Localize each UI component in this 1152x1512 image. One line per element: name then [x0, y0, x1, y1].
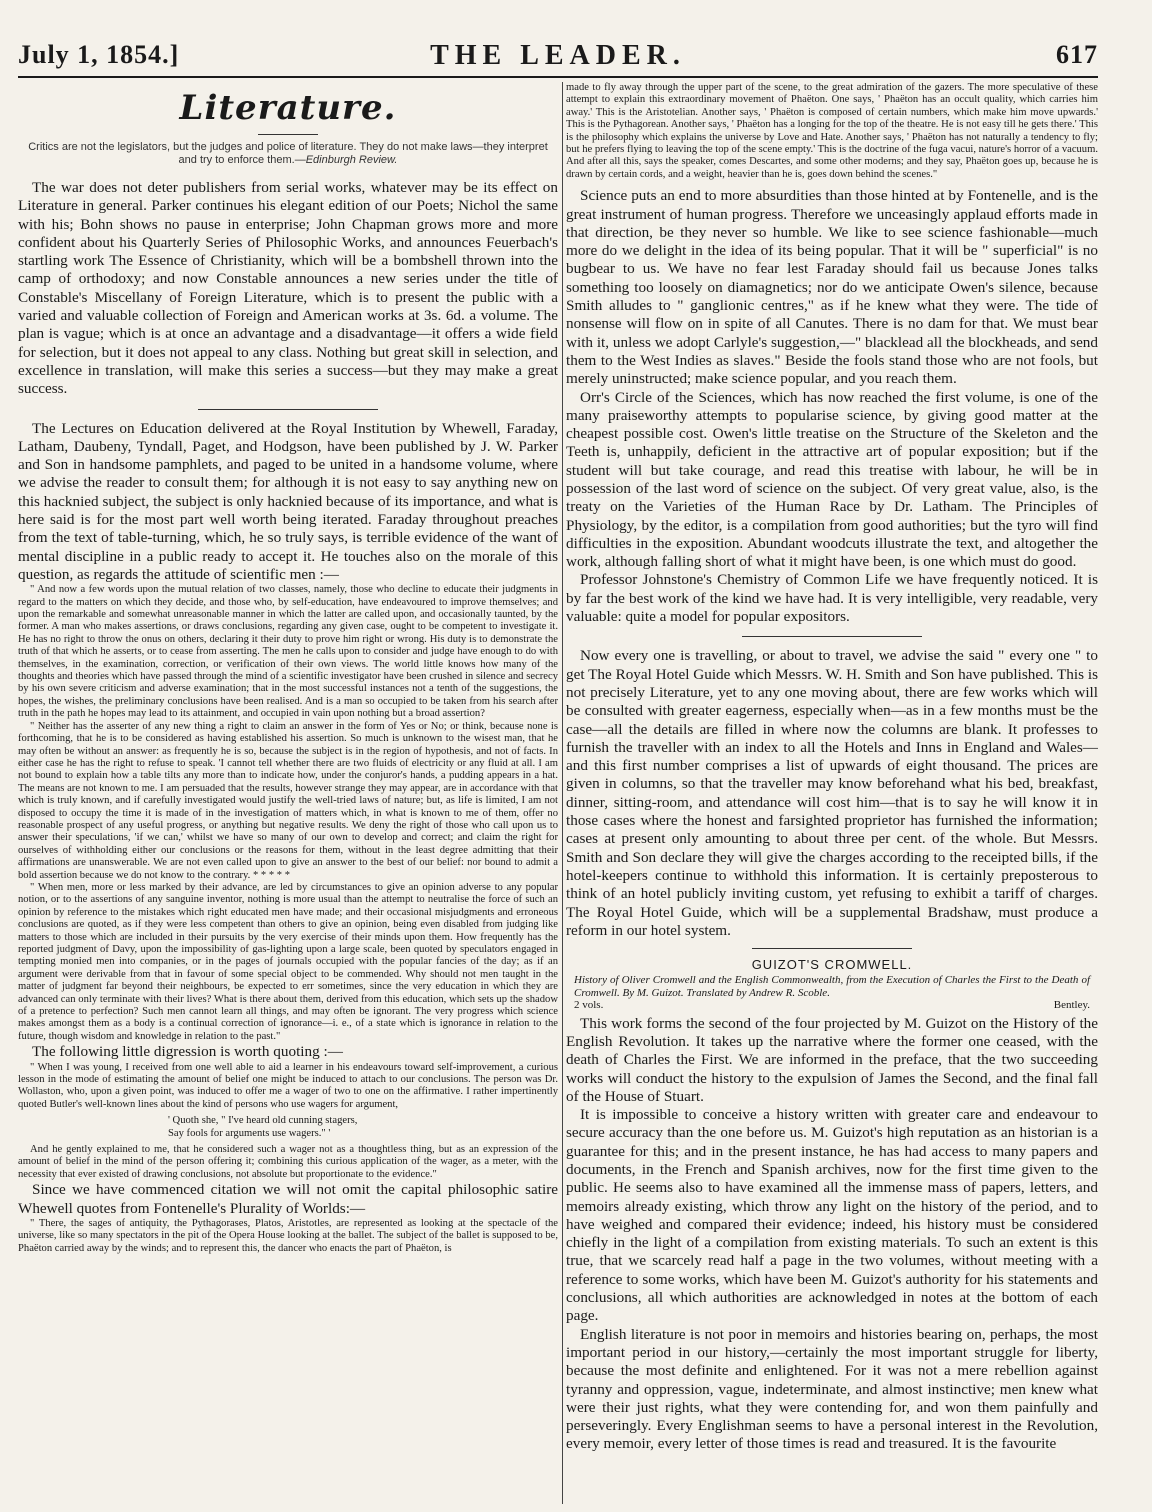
paragraph-science-absurdities: Science puts an end to more absurdities than those hinted at by Fontenelle, and is the great instrument of human progress. Therefore we unceasingly applaud efforts made in that direction, be they never so humble. We like to see science fashionable—much more do we delight in the idea of its being popular. That it will be " superficial" is no bugbear to us. We have no fear lest Faraday should fail us because Jones talks something too loosely on diamagnetics; nor do we anticipate Owen's silence, because Smith alludes to " ganglionic centres," as if he knew what they were. The tide of nonsense will flow on in spite of all Canutes. There is no dam for that. We must bear with it, unless we adopt Carlyle's suggestion,—" blacklead all the blockheads, and send them to the West Indies as slaves." Beside the fools stand those who are not fools, but merely uninstructed; make science popular, and you reach them.: [566, 187, 1098, 388]
paragraph-guizot-accuracy: It is impossible to conceive a history written with greater care and endeavour to secure accuracy than the one before us. M. Guizot's high reputation as an historian is a guarantee for this; and in the present instance, he has had access to many papers and documents, in the French and Spanish archives, now for the first time given to the public. He seems also to have examined all the immense mass of papers, letters, and memoirs already existing, which throw any light on the history of the period, and to have weighed and compared their evidence; indeed, his history must be considered chiefly in the light of a compilation from existing materials. To such an extent is this true, that we scarcely read half a page in the two volumes, without meeting with a reference to some works, which have been M. Guizot's authority for his statements and conclusions, all which authorities are acknowledged in notes at the bottom of each page.: [566, 1106, 1098, 1325]
quote-faraday-2: " Neither has the asserter of any new thing a right to claim an answer in the form of Yes or No; or think, because none is forthcoming, that he is to be considered as having established his assertion. So much is unknown to the wisest man, that he may often be without an answer: as frequently he is so, because the subject is in the region of hypothesis, and not of facts. In either case he has the right to refuse to speak. 'I cannot tell whether there are two fluids of electricity or any fluid at all. I am not bound to explain how a table tilts any more than to indicate how, under the conjuror's hands, a pudding appears in a hat. The means are not known to me. I am persuaded that the results, however strange they may appear, are in accordance with that which is truly known, and if carefully investigated would justify the well-tried laws of nature; but, as life is limited, I am not disposed to occupy the time it is made of in the investigation of matters which, in what is known to me of them, offer no reasonable prospect of any useful progress, or anything but negative results. We deny the right of those who call upon us to answer their speculations, 'if we can,' whilst we have so many of our own to develop and correct; and claim the right for ourselves of withholding either our conclusions or the reasons for them, without in the least degree admitting that their affirmations are unanswerable. We are not even called upon to give an answer to the best of our belief: nor bound to admit a bold assertion because we do not know to the contrary. * * * * *: [18, 720, 558, 881]
paragraph-orrs-circle: Orr's Circle of the Sciences, which has now reached the first volume, is one of the many praiseworthy attempts to popularise science, by giving good matter at the cheapest possible cost. Owen's little treatise on the Structure of the Skeleton and the Teeth is, unhappily, deficient in the attractive art of popular exposition; but if the student will but take courage, and read this treatise with labour, he will be in possession of the last word of science on the subject. Of very great value, also, is the treaty on the Varieties of the Human Race by Dr. Latham. The Principles of Physiology, by the editor, is a compilation from good authorities; but the tyro will find difficulties in the exposition. Abundant woodcuts illustrate the text, and altogether the work, although falling short of what it might have been, is one which must do good.: [566, 388, 1098, 571]
section-heading: Literature.: [179, 88, 397, 128]
heading-rule: [258, 134, 318, 135]
left-column: [18, 82, 558, 1504]
epigraph-text: Critics are not the legislators, but the judges and police of literature. They do not make laws—they interpret and try to enforce them.—: [28, 141, 548, 166]
issue-date: July 1, 1854.]: [18, 40, 180, 69]
separator-rule: [198, 409, 378, 410]
review-bibliography: [574, 974, 1090, 1012]
epigraph-source: Edinburgh Review.: [305, 154, 398, 166]
paragraph-hotel-guide: Now every one is travelling, or about to travel, we advise the said " every one " to get The Royal Hotel Guide which Messrs. W. H. Smith and Son have published. This is not precisely Literature, yet to any one moving about, there are few works which will be consulted with greater eagerness, especially when—as in a few months must be the case—all the details are filled in where now the columns are blank. It professes to furnish the traveller with an index to all the Hotels and Inns in England and Wales—and this first number comprises a list of upwards of eight thousand. The prices are given in columns, so that the traveller may know beforehand what his bed, breakfast, dinner, sitting-room, and attendance will cost him—that is to say he will know it in those cases where the honest and farsighted proprietor has furnished the information; cases at present only amounting to about three per cent. of the whole. But Messrs. Smith and Son declare they will give the charges according to the receipted bills, if the hotel-keepers continue to withhold this information. It is certainly preposterous to think of an hotel publicly inviting custom, yet refusing to exhibit a tariff of charges. The Royal Hotel Guide, which will be a supplemental Bradshaw, must produce a reform in our hotel system.: [566, 647, 1098, 939]
newspaper-title: THE LEADER.: [430, 40, 686, 71]
paragraph-war-publishers: The war does not deter publishers from serial works, whatever may be its effect on Literature in general. Parker continues his elegant edition of our Poets; Nichol the same with his; Bohn shows no pause in enterprise; John Chapman grows more and more confident about his Quarterly Series of Philosophic Works, and announces Feuerbach's startling work The Essence of Christianity, which will be a bombshell thrown into the camp of orthodoxy; and now Constable announces a new series under the title of Constable's Miscellany of Foreign Literature, which is to present the public with a varied and valuable collection of Foreign and American works at 3s. 6d. a volume. The plan is vague; which is at once an advantage and a disadvantage—it offers a wide field for selection, but it does not appeal to any class. Nothing but great skill in selection, and excellence in translation, will make this series a success—but they may make a great success.: [18, 179, 558, 398]
review-heading: GUIZOT'S CROMWELL.: [751, 957, 913, 973]
review-volumes-line: [574, 999, 1090, 1012]
masthead: [18, 40, 1098, 78]
review-volumes: 2 vols.: [574, 999, 604, 1012]
paragraph-fontenelle-intro: Since we have commenced citation we will not omit the capital philosophic satire Whewell quotes from Fontenelle's Plurality of Worlds:—: [18, 1181, 558, 1217]
review-title: History of Oliver Cromwell and the English Commonwealth, from the Execution of Charles the First to the Death of Cromwell. By M. Guizot. Translated by Andrew R. Scoble.: [574, 974, 1090, 999]
verse-line-2: Say fools for arguments use wagers." ': [168, 1127, 331, 1139]
quote-faraday-3: " When men, more or less marked by their advance, are led by circumstances to give an opinion adverse to any popular notion, or to the assertions of any sanguine inventor, nothing is more usual than the attempt to neutralise the force of such an opinion by reference to the mistakes which right educated men have made; and their occasional misjudgments and erroneous conclusions are quoted, as if they were less competent than others to give an opinion, being even disabled from judging like matters to those which are included in their pursuits by the very exercise of their minds upon them. How frequently has the reported judgment of Davy, upon the impossibility of gas-lighting upon a large scale, been quoted by speculators engaged in tempting monied men into companies, or in the pages of journals occupied with the popular fancies of the day; as if an argument were derivable from that in favour of some special object to be commended. Why should not men taught in the matter of judgment far beyond their neighbours, be expected to err sometimes, since the very education in which they are advanced can only terminate with their lives? What is there about them, derived from this education, which sets up the shadow of a pretence to perfection? Such men cannot learn all things, and may often be ignorant. The very progress which science makes amongst them as a body is a continual correction of ignorance—i. e., of a state which is ignorance in relation to the future, though wisdom and knowledge in relation to the past.": [18, 881, 558, 1042]
column-divider: [562, 82, 563, 1504]
paragraph-digression: The following little digression is worth quoting :—: [32, 1043, 343, 1061]
quote-wager: And he gently explained to me, that he considered such a wager not as a thoughtless thing, but as an expression of the amount of belief in the mind of the person offering it; combining this curious application of the wager, as a meter, with the necessity that ever existed of drawing conclusions, not absolute but proportionate to the evidence.": [18, 1144, 558, 1180]
quote-faraday-1: " And now a few words upon the mutual relation of two classes, namely, those who decline to educate their judgments in regard to the matters on which they decide, and those who, by self-education, have endeavoured to improve themselves; and upon the remarkable and somewhat unreasonable manner in which the latter are called upon, and occasionally taunted, by the former. A man who makes assertions, or draws conclusions, regarding any given case, ought to be competent to investigate it. He has no right to throw the onus on others, declaring it their duty to prove him right or wrong. His duty is to demonstrate the truth of that which he asserts, or to cease from asserting. The men he calls upon to consider and judge have enough to do with themselves, in the examination, correction, or verification of their own views. The world little knows how many of the thoughts and theories which have passed through the mind of a scientific investigator have been crushed in silence and secrecy by his own severe criticism and adverse examination; that in the most successful instances not a tenth of the suggestions, the hopes, the wishes, the preliminary conclusions have been realised. And is a man so occupied to be taken from his search after truth in the path he hopes may lead to its attainment, and occupied in vain upon nothing but a broad assertion?: [18, 584, 558, 720]
quote-wollaston: " When I was young, I received from one well able to aid a learner in his endeavours toward self-improvement, a curious lesson in the mode of estimating the amount of belief one might be induced to attach to our conclusions. The person was Dr. Wollaston, who, upon a given point, was induced to offer me a wager of two to one on the affirmative. I rather impertinently quoted Butler's well-known lines about the kind of persons who use wagers for argument,: [18, 1061, 558, 1110]
separator-rule: [742, 636, 922, 637]
separator-rule: [752, 948, 912, 949]
epigraph: [28, 141, 548, 167]
paragraph-johnstone: Professor Johnstone's Chemistry of Common Life we have frequently noticed. It is by far the best work of the kind we have had. It is very intelligible, very readable, very valuable: quite a model for popular expositors.: [566, 571, 1098, 626]
right-column: [566, 82, 1098, 1504]
paragraph-lectures-education: The Lectures on Education delivered at the Royal Institution by Whewell, Faraday, Latham, Daubeny, Tyndall, Paget, and Hodgson, have been published by J. W. Parker and Son in handsome pamphlets, and paged to be united in a handsome volume, where we advise the reader to consult them; for although it is not easy to say anything new on this hacknied subject, the subject is only hacknied because of its importance, and what is here said is for the most part well worth being iterated. Faraday throughout preaches from the text of table-turning, which, he so truly says, is terrible evidence of the want of mental discipline in a public ready to accept it. He touches also on the morale of this question, as regards the attitude of scientific men :—: [18, 419, 558, 583]
review-publisher: Bentley.: [1053, 999, 1090, 1012]
verse: [168, 1115, 558, 1140]
verse-line-1: ' Quoth she, " I've heard old cunning stagers,: [168, 1115, 358, 1127]
paragraph-english-literature: English literature is not poor in memoirs and histories bearing on, perhaps, the most important period in our history,—certainly the most important struggle for liberty, because the most definite and enlightened. For it was not a mere rebellion against tyranny and oppression, vague, indeterminate, and almost instinctive; men knew what were their just rights, what they were contending for, and won them painfully and perseveringly. Every Englishman seems to have a personal interest in the Revolution, every memoir, every letter of those times is read and treasured. It is the favourite: [566, 1325, 1098, 1453]
quote-phaeton: made to fly away through the upper part of the scene, to the great admiration of the gazers. The more speculative of these attempt to explain this extraordinary movement of Phaëton. One says, ' Phaëton has an occult quality, which carries him away.' This is the Aristotelian. Another says, ' Phaëton is composed of certain numbers, which make him move upwards.' This is the Pythagorean. Another says, ' Phaëton has a longing for the top of the theatre. He is not easy till he gets there.' This is the philosophy which explains the universe by Love and Hate. Another says, ' Phaëton has not naturally a tendency to fly; but he prefers flying to leaving the top of the scene empty.' This is the doctrine of the fuga vacui, nature's horror of a vacuum. And after all this, says the speaker, comes Descartes, and some other moderns; and they say, Phaëton goes up, because he is drawn by certain cords, and a weight, heavier than he is, goes down behind the scenes.": [566, 82, 1098, 180]
quote-fontenelle: " There, the sages of antiquity, the Pythagorases, Platos, Aristotles, are represented as looking at the spectacle of the universe, like so many spectators in the pit of the Opera House looking at the ballet. The subject of the ballet is supposed to be, Phaëton carried away by the winds; and to represent this, the dancer who enacts the part of Phaëton, is: [18, 1217, 558, 1254]
page-number: 617: [1056, 40, 1098, 69]
paragraph-guizot-intro: This work forms the second of the four projected by M. Guizot on the History of the English Revolution. It takes up the narrative where the former one ceased, with the death of Charles the First. We are informed in the preface, that the two succeeding works will conduct the history to the expulsion of James the Second, and the final fall of the House of Stuart.: [566, 1014, 1098, 1105]
